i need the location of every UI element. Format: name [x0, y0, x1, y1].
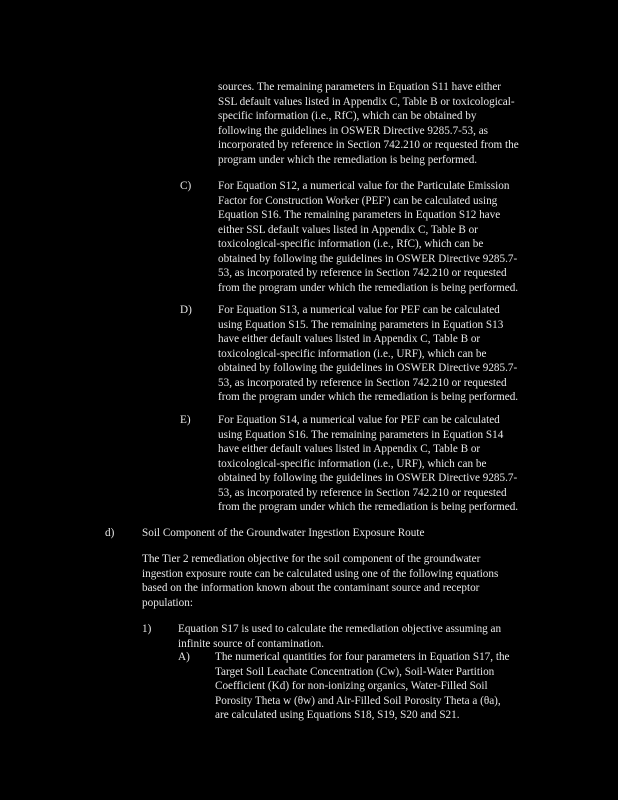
- text-line: SSL default values listed in Appendix C, Table B or toxicological-: [218, 95, 515, 108]
- item-1-paragraph: [178, 622, 501, 651]
- text-line: The numerical quantities for four parameters in Equation S17, the: [215, 651, 510, 663]
- intro-paragraph: [142, 552, 498, 610]
- text-line: toxicological-specific information (i.e., RfC), which can be: [218, 238, 484, 250]
- text-line: toxicological-specific information (i.e., URF), which can be: [218, 457, 487, 470]
- text-line: based on the information known about the contaminant source and receptor: [142, 582, 480, 594]
- text-line: incorporated by reference in Section 742.210 or requested from the: [218, 139, 519, 151]
- text-line: obtained by following the guidelines in OSWER Directive 9285.7-: [218, 472, 518, 484]
- text-line: are calculated using Equations S18, S19, S20 and S21.: [215, 709, 460, 721]
- item-e-marker: E): [180, 414, 191, 426]
- continuation-paragraph: [218, 80, 519, 167]
- text-line: have either default values listed in Appendix C, Table B or: [218, 443, 481, 455]
- text-line: Equation S16. The remaining parameters in Equation S12 have: [218, 209, 501, 221]
- text-line: have either default values listed in Appendix C, Table B or: [218, 333, 481, 345]
- text-line: The Tier 2 remediation objective for the soil component of the groundwater: [142, 553, 481, 565]
- text-line: population:: [142, 596, 193, 609]
- item-e-paragraph: [218, 413, 518, 515]
- text-line: following the guidelines in OSWER Directive 9285.7-53, as: [218, 124, 489, 137]
- text-line: For Equation S12, a numerical value for the Particulate Emission: [218, 180, 510, 192]
- item-1a-marker: A): [178, 651, 190, 663]
- text-line: specific information (i.e., RfC), which can be obtained by: [218, 110, 477, 122]
- text-line: For Equation S13, a numerical value for PEF can be calculated: [218, 304, 500, 316]
- text-line: 53, as incorporated by reference in Section 742.210 or requested: [218, 267, 507, 279]
- text-line: from the program under which the remediation is being performed.: [218, 281, 519, 294]
- text-line: obtained by following the guidelines in OSWER Directive 9285.7-: [218, 362, 518, 374]
- text-line: Coefficient (Kd) for non-ionizing organics, Water-Filled Soil: [215, 680, 488, 692]
- text-line: program under which the remediation is being performed.: [218, 153, 478, 166]
- text-line: sources. The remaining parameters in Equation S11 have either: [218, 81, 502, 93]
- section-d-marker: d): [105, 527, 115, 539]
- item-c-marker: C): [180, 180, 192, 192]
- text-line: using Equation S15. The remaining parameters in Equation S13: [218, 318, 504, 331]
- text-line: Porosity Theta w (θw) and Air-Filled Soil Porosity Theta a (θa),: [215, 694, 501, 707]
- item-d-marker: D): [180, 304, 192, 316]
- text-line: toxicological-specific information (i.e., URF), which can be: [218, 347, 487, 360]
- text-line: infinite source of contamination.: [178, 637, 325, 650]
- item-c-paragraph: [218, 179, 518, 295]
- text-line: either SSL default values listed in Appendix C, Table B or: [218, 223, 478, 236]
- section-d-heading: Soil Component of the Groundwater Ingestion Exposure Route: [142, 527, 425, 539]
- text-line: For Equation S14, a numerical value for PEF can be calculated: [218, 414, 500, 426]
- text-line: from the program under which the remediation is being performed.: [218, 391, 519, 403]
- text-line: obtained by following the guidelines in OSWER Directive 9285.7-: [218, 252, 518, 265]
- text-line: from the program under which the remediation is being performed.: [218, 501, 519, 513]
- text-line: Target Soil Leachate Concentration (Cw), Soil-Water Partition: [215, 665, 495, 678]
- text-line: using Equation S16. The remaining parameters in Equation S14: [218, 428, 504, 441]
- text-line: 53, as incorporated by reference in Section 742.210 or requested: [218, 486, 507, 499]
- text-line: Factor for Construction Worker (PEF') can be calculated using: [218, 194, 498, 207]
- item-1-marker: 1): [142, 623, 152, 635]
- text-line: ingestion exposure route can be calculated using one of the following equations: [142, 567, 499, 580]
- text-line: 53, as incorporated by reference in Section 742.210 or requested: [218, 376, 507, 389]
- item-1a-paragraph: [215, 650, 510, 723]
- item-d-paragraph: [218, 303, 518, 405]
- text-line: Equation S17 is used to calculate the remediation objective assuming an: [178, 623, 502, 635]
